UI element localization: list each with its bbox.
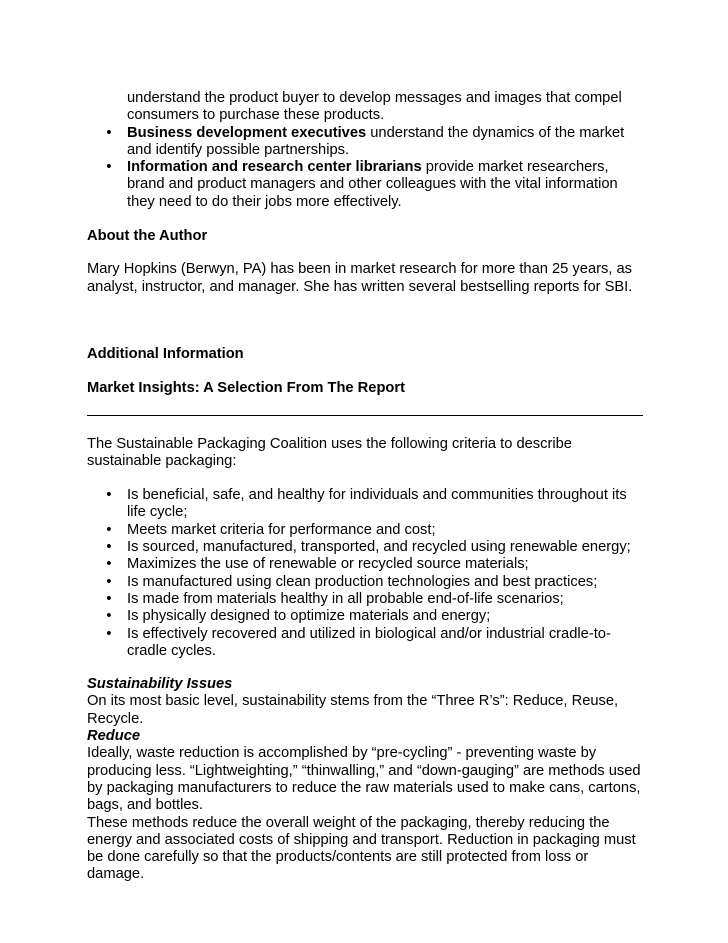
list-item-text: Is beneficial, safe, and healthy for individuals and communities throughout its life cycle; [127, 487, 627, 521]
continuation-line: consumers to purchase these products. [127, 107, 385, 124]
bullet-icon: • [106, 521, 112, 538]
list-item-text: Is sourced, manufactured, transported, and recycled using renewable energy; [127, 539, 631, 556]
bullet-icon: • [106, 590, 112, 607]
criteria-list [87, 487, 643, 660]
bullet-icon: • [106, 608, 112, 625]
list-item-bold: Business development executives [127, 124, 367, 141]
list-item-text: Maximizes the use of renewable or recycled source materials; [127, 556, 529, 573]
bullet-icon: • [106, 625, 112, 642]
bullet-icon: • [106, 556, 112, 573]
issues-body: On its most basic level, sustainability stems from the “Three R’s”: Reduce, Reuse, Recycle. [87, 693, 619, 727]
issues-heading: Sustainability Issues [87, 676, 233, 693]
document-page [87, 90, 643, 884]
bullet-icon: • [106, 539, 112, 556]
list-item-bold: Information and research center librarians [127, 159, 422, 176]
list-item [87, 159, 643, 211]
list-item [87, 556, 643, 573]
reduce-paragraph-1: Ideally, waste reduction is accomplished by “pre-cycling” - preventing waste by producing less. “Lightweighting,” “thinwalling,” and “down-gauging” are methods used by packaging manufacturers to reduce the raw materials used to make cans, cartons, bags, and bottles. [87, 745, 641, 814]
list-item-text: provide market researchers, brand and product managers and other colleagues with the vital information they need to do their jobs more effectively. [127, 159, 618, 210]
list-item [87, 487, 643, 522]
list-item [87, 539, 643, 556]
list-item [87, 522, 643, 539]
about-heading: About the Author [87, 228, 208, 245]
bullet-icon: • [106, 124, 112, 141]
list-item-text: Is physically designed to optimize materials and energy; [127, 608, 491, 625]
bullet-icon: • [106, 487, 112, 504]
list-item [87, 591, 643, 608]
divider [87, 415, 643, 416]
list-item [87, 626, 643, 661]
audience-list [87, 125, 643, 211]
list-item [87, 125, 643, 160]
list-item [87, 574, 643, 591]
bullet-icon: • [106, 573, 112, 590]
list-item-text: Meets market criteria for performance and cost; [127, 521, 436, 538]
list-item-text: Is made from materials healthy in all probable end-of-life scenarios; [127, 590, 564, 607]
criteria-intro: The Sustainable Packaging Coalition uses the following criteria to describe sustainable packaging: [87, 435, 572, 469]
reduce-paragraph-2: These methods reduce the overall weight of the packaging, thereby reducing the energy and associated costs of shipping and transport. Reduction in packaging must be done carefully so that the products/contents are still protected from loss or damage. [87, 814, 636, 883]
insights-heading: Market Insights: A Selection From The Report [87, 380, 405, 397]
list-item [87, 608, 643, 625]
reduce-heading: Reduce [87, 728, 141, 745]
continuation-line: understand the product buyer to develop messages and images that compel [127, 90, 622, 106]
about-body: Mary Hopkins (Berwyn, PA) has been in market research for more than 25 years, as analyst, instructor, and manager. She has written several bestselling reports for SBI. [87, 261, 633, 295]
top-continuation [87, 90, 643, 125]
bullet-icon: • [106, 159, 112, 176]
additional-heading: Additional Information [87, 345, 244, 362]
list-item-text: Is effectively recovered and utilized in biological and/or industrial cradle-to-cradle cycles. [127, 625, 611, 659]
list-item-text: understand the dynamics of the market and identify possible partnerships. [127, 124, 625, 158]
list-item-text: Is manufactured using clean production technologies and best practices; [127, 573, 598, 590]
